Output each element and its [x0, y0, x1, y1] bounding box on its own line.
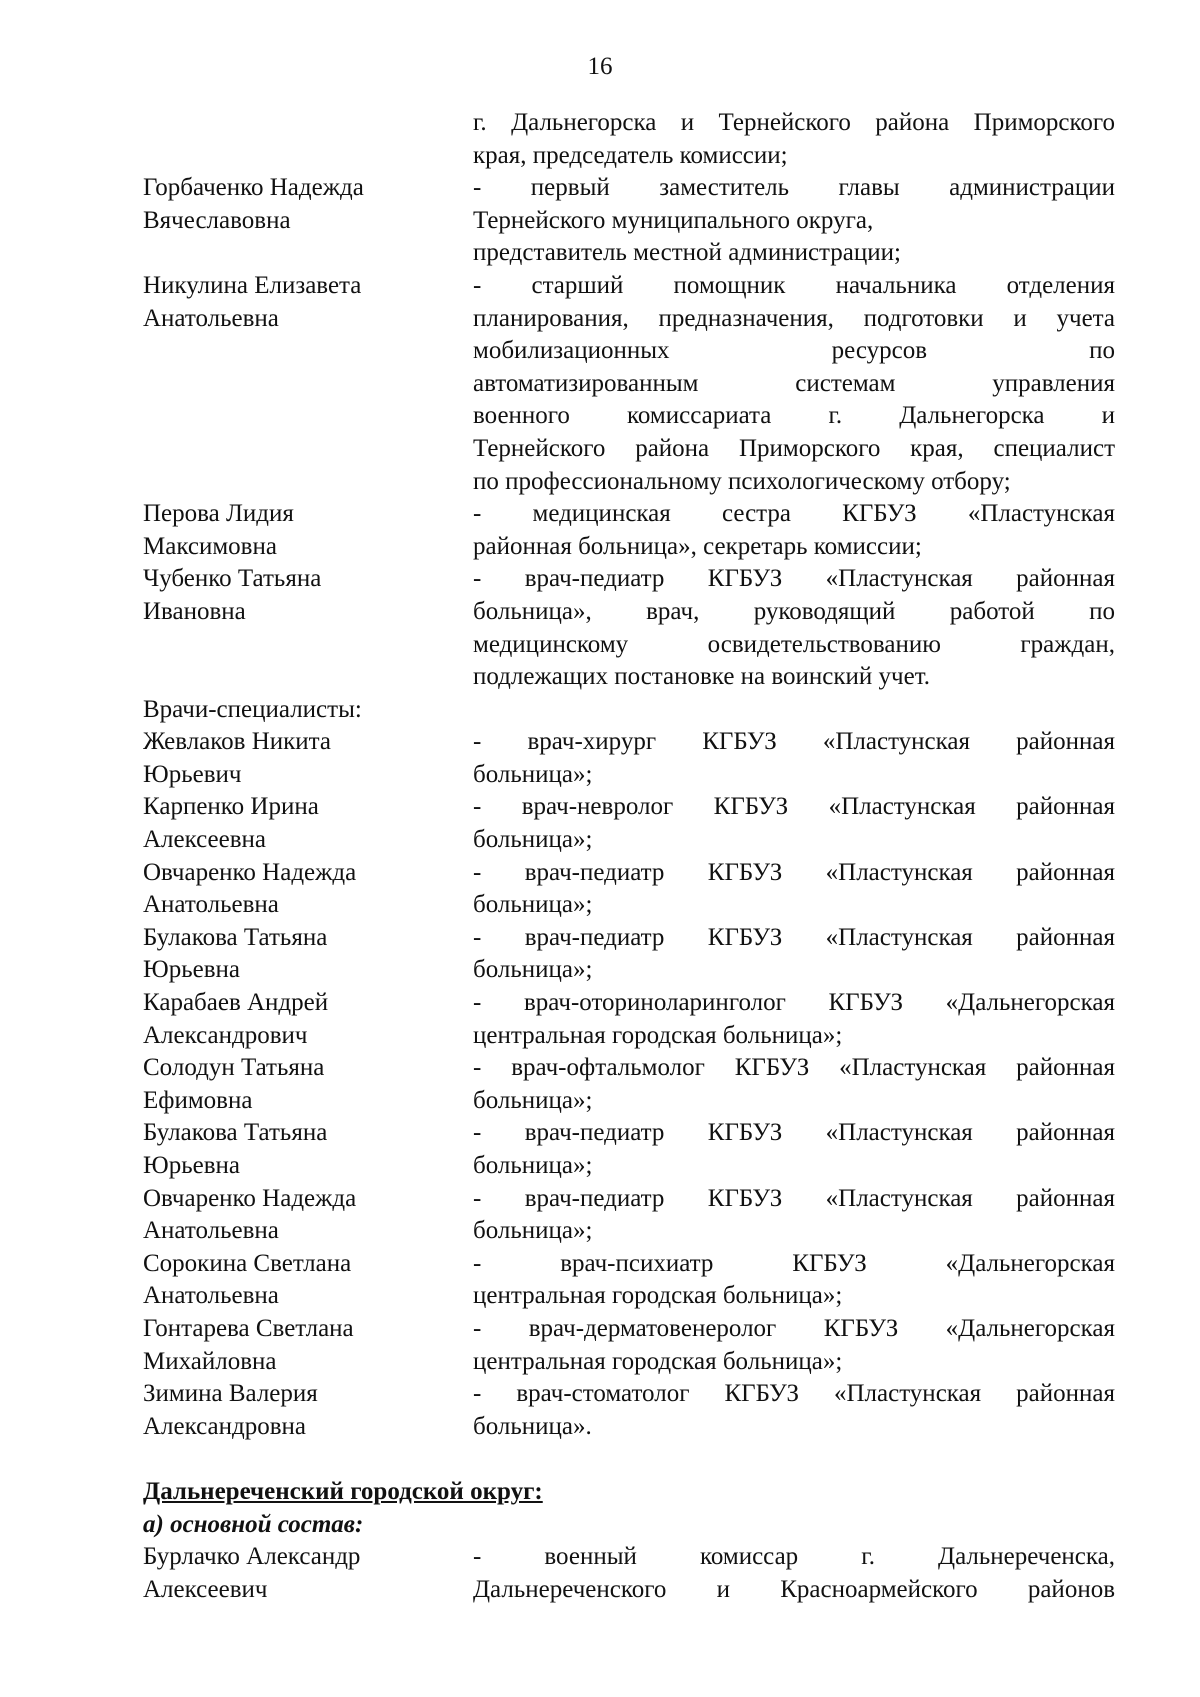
member-description: - старший помощник начальника отделения: [473, 271, 1115, 299]
specialist-description: - врач-педиатр КГБУЗ «Пластунская районная: [473, 923, 1115, 951]
member-description: - военный комиссар г. Дальнереченска,: [473, 1543, 1115, 1571]
specialist-name: Юрьевна: [143, 1152, 240, 1179]
specialist-description: - врач-педиатр КГБУЗ «Пластунская районная: [473, 858, 1115, 886]
specialist-name: Солодун Татьяна: [143, 1054, 325, 1082]
specialist-name: Гонтарева Светлана: [143, 1314, 354, 1342]
specialist-name: Юрьевна: [143, 956, 240, 984]
specialist-name: Овчаренко Надежда: [143, 858, 357, 886]
member-description: по профессиональному психологическому отбору;: [473, 467, 1011, 495]
member-description: военного комиссариата г. Дальнегорска и: [473, 402, 1115, 430]
specialist-name: Карпенко Ирина: [143, 793, 319, 821]
member-name: Максимовна: [143, 532, 277, 560]
specialist-name: Алексеевна: [143, 826, 267, 854]
specialist-name: Карабаев Андрей: [143, 989, 329, 1017]
specialist-description: больница»;: [473, 891, 593, 919]
specialist-entry: [143, 987, 1115, 1052]
member-name: Чубенко Татьяна: [143, 565, 322, 593]
specialist-entry: [143, 726, 1115, 791]
member-description: Тернейского муниципального округа,: [473, 206, 874, 234]
specialist-entry: [143, 1117, 1115, 1182]
member-entry: [143, 563, 1115, 693]
specialist-name: Жевлаков Никита: [143, 728, 331, 756]
member-name: Никулина Елизавета: [143, 271, 362, 299]
specialist-description: больница»;: [473, 1086, 593, 1114]
member-name: Анатольевна: [143, 304, 279, 332]
specialist-description: - врач-психиатр КГБУЗ «Дальнегорская: [473, 1249, 1115, 1277]
member-description: автоматизированным системам управления: [473, 369, 1115, 397]
member-name: Перова Лидия: [143, 500, 294, 528]
specialist-name: Анатольевна: [143, 891, 279, 919]
member-name: Ивановна: [143, 597, 246, 625]
specialist-name: Анатольевна: [143, 1282, 279, 1310]
member-name: Бурлачко Александр: [143, 1543, 361, 1571]
specialist-description: больница»;: [473, 1152, 593, 1179]
page-number: 16: [587, 53, 613, 80]
member-name: Алексеевич: [143, 1575, 268, 1603]
lead-line: г. Дальнегорска и Тернейского района Приморского: [473, 109, 1115, 136]
member-entry: [143, 270, 1115, 498]
lead-line: края, председатель комиссии;: [473, 141, 788, 169]
specialist-name: Зимина Валерия: [143, 1380, 318, 1408]
specialist-description: больница»;: [473, 1217, 593, 1245]
specialist-entry: [143, 922, 1115, 987]
specialist-entry: [143, 1248, 1115, 1313]
specialist-description: - врач-невролог КГБУЗ «Пластунская районная: [473, 793, 1115, 821]
specialist-description: центральная городская больница»;: [473, 1347, 843, 1375]
specialist-name: Овчаренко Надежда: [143, 1184, 357, 1212]
document-body: [143, 107, 1115, 1606]
specialist-entry: [143, 1378, 1115, 1443]
specialist-entry: [143, 1183, 1115, 1248]
specialist-description: больница»;: [473, 956, 593, 984]
subheading: а) основной состав:: [143, 1510, 364, 1538]
specialist-name: Александровна: [143, 1412, 307, 1440]
specialist-description: - врач-педиатр КГБУЗ «Пластунская районная: [473, 1184, 1115, 1212]
specialist-description: центральная городская больница»;: [473, 1021, 843, 1049]
section-heading: Дальнереченский городской округ:: [143, 1477, 543, 1505]
specialist-entry: [143, 1313, 1115, 1378]
specialist-name: Булакова Татьяна: [143, 923, 328, 951]
member-description: - медицинская сестра КГБУЗ «Пластунская: [473, 500, 1115, 528]
specialist-description: больница»;: [473, 760, 593, 788]
member-description: подлежащих постановке на воинский учет.: [473, 663, 931, 691]
specialists-heading: Врачи-специалисты:: [143, 695, 362, 723]
member-description: больница», врач, руководящий работой по: [473, 597, 1115, 625]
specialist-entry: [143, 791, 1115, 856]
member-name: Горбаченко Надежда: [143, 174, 364, 202]
member-entry: [143, 1541, 1115, 1606]
specialist-name: Анатольевна: [143, 1217, 279, 1245]
specialist-description: - врач-оториноларинголог КГБУЗ «Дальнегорская: [473, 989, 1115, 1017]
lead-row: [143, 107, 1115, 172]
member-name: Вячеславовна: [143, 206, 291, 234]
specialist-name: Ефимовна: [143, 1086, 253, 1114]
member-description: планирования, предназначения, подготовки и учета: [473, 304, 1115, 332]
member-description: - врач-педиатр КГБУЗ «Пластунская районная: [473, 565, 1115, 593]
specialist-description: центральная городская больница»;: [473, 1282, 843, 1310]
specialist-name: Булакова Татьяна: [143, 1119, 328, 1147]
specialist-name: Александрович: [143, 1021, 308, 1049]
specialist-description: - врач-офтальмолог КГБУЗ «Пластунская районная: [473, 1054, 1115, 1082]
member-description: Дальнереченского и Красноармейского районов: [473, 1575, 1115, 1603]
member-description: Тернейского района Приморского края, специалист: [473, 434, 1115, 462]
specialist-description: - врач-педиатр КГБУЗ «Пластунская районная: [473, 1119, 1115, 1147]
specialist-entry: [143, 857, 1115, 922]
member-description: представитель местной администрации;: [473, 239, 901, 267]
member-description: медицинскому освидетельствованию граждан,: [473, 630, 1115, 658]
specialist-name: Сорокина Светлана: [143, 1249, 352, 1277]
specialist-description: - врач-дерматовенеролог КГБУЗ «Дальнегорская: [473, 1314, 1115, 1342]
section-spacer: [143, 1443, 1115, 1476]
member-entry: [143, 498, 1115, 563]
specialist-name: Михайловна: [143, 1347, 277, 1375]
specialist-description: больница».: [473, 1412, 592, 1440]
member-description: мобилизационных ресурсов по: [473, 337, 1115, 365]
specialist-name: Юрьевич: [143, 760, 242, 788]
member-entry: [143, 172, 1115, 270]
member-description: районная больница», секретарь комиссии;: [473, 532, 922, 560]
specialists-list: [143, 726, 1115, 1443]
specialist-description: больница»;: [473, 826, 593, 854]
specialist-entry: [143, 1052, 1115, 1117]
specialist-description: - врач-стоматолог КГБУЗ «Пластунская районная: [473, 1380, 1115, 1408]
member-description: - первый заместитель главы администрации: [473, 174, 1115, 202]
specialist-description: - врач-хирург КГБУЗ «Пластунская районная: [473, 728, 1115, 756]
